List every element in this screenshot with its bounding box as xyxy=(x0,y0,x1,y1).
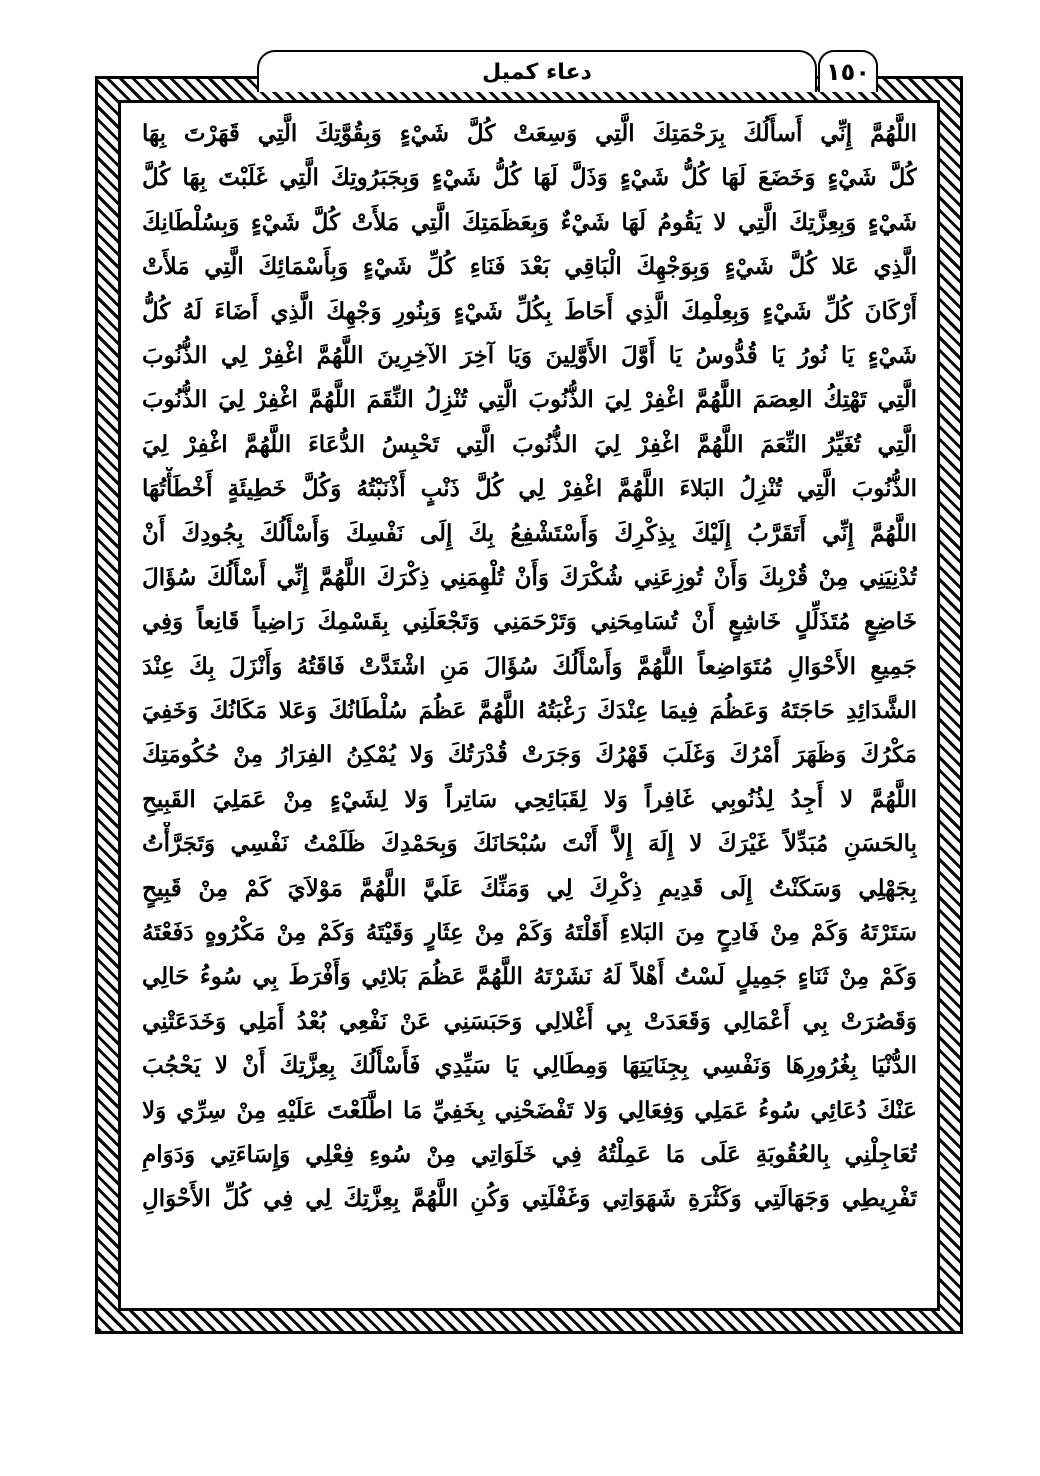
text-line: وَقَصُرَتْ بِي أَعْمَالِي وَقَعَدَتْ بِي أَغْلالِي وَحَبَسَنِي عَنْ نَفْعِي بُعْدُ أَمَلِي وَخَدَعَتْنِي xyxy=(142,1007,917,1035)
page-number: ١٥٠ xyxy=(826,58,870,86)
text-line: بِالحَسَنِ مُبَدِّلاً غَيْرَكَ لا إِلَهَ إِلاَّ أَنْتَ سُبْحَانَكَ وَبِحَمْدِكَ ظَلَمْتُ نَفْسِي وَتَجَرَّأْتُ xyxy=(142,830,917,858)
text-line: سَتَرْتَهُ وَكَمْ مِنْ فَادِحٍ مِنَ البَلاءِ أَقَلْتَهُ وَكَمْ مِنْ عِثَارٍ وَقَيْتَهُ وَكَمْ مِنْ مَكْرُوهٍ دَفَعْتَهُ xyxy=(142,919,917,947)
text-line: الَّتِي تَهْتِكُ العِصَمَ اللَّهُمَّ اغْفِرْ لِيَ الذُّنُوبَ الَّتِي تُنْزِلُ النِّقَمَ اللَّهُمَّ اغْفِرْ لِيَ الذُّنُوبَ xyxy=(142,386,917,414)
text-line: تُدْنِيَنِي مِنْ قُرْبِكَ وَأَنْ تُوزِعَنِي شُكْرَكَ وَأَنْ تُلْهِمَنِي ذِكْرَكَ اللَّهُمَّ إِنِّي أَسْأَلُكَ سُؤَالَ xyxy=(142,563,917,591)
text-line: الدُّنْيَا بِغُرُورِهَا وَنَفْسِي بِجِنَايَتِهَا وَمِطَالِي يَا سَيِّدِي فَأَسْأَلُكَ بِعِزَّتِكَ أَنْ لا يَحْجُبَ xyxy=(142,1052,917,1080)
text-line: الشَّدَائِدِ حَاجَتَهُ وَعَظُمَ فِيمَا عِنْدَكَ رَغْبَتُهُ اللَّهُمَّ عَظُمَ سُلْطَانُكَ وَعَلا مَكَانُكَ وَخَفِيَ xyxy=(142,697,917,725)
text-line: اللَّهُمَّ لا أَجِدُ لِذُنُوبِي غَافِراً وَلا لِقَبَائِحِي سَاتِراً وَلا لِشَيْءٍ مِنْ عَمَلِيَ القَبِيحِ xyxy=(142,785,917,813)
text-line: مَكْرُكَ وَظَهَرَ أَمْرُكَ وَغَلَبَ قَهْرُكَ وَجَرَتْ قُدْرَتُكَ وَلا يُمْكِنُ الفِرَارُ مِنْ حُكُومَتِكَ xyxy=(142,741,917,769)
text-line: اللَّهُمَّ إِنِّي أَسأَلُكَ بِرَحْمَتِكَ الَّتِي وَسِعَتْ كُلَّ شَيْءٍ وَبِقُوَّتِكَ الَّتِي قَهَرْتَ بِهَا xyxy=(142,120,917,147)
text-line: بِجَهْلِي وَسَكَنْتُ إِلَى قَدِيمِ ذِكْرِكَ لِي وَمَنِّكَ عَلَيَّ اللَّهُمَّ مَوْلاَيَ كَمْ مِنْ قَبِيحٍ xyxy=(142,874,917,902)
text-line: كُلَّ شَيْءٍ وَخَضَعَ لَهَا كُلُّ شَيْءٍ وَذَلَّ لَهَا كُلُّ شَيْءٍ وَبِجَبَرُوتِكَ الَّتِي غَلَبْتَ بِهَا كُلَّ xyxy=(142,164,917,192)
text-line: شَيْءٍ يَا نُورُ يَا قُدُّوسُ يَا أَوَّلَ الأَوَّلِينَ وَيَا آخِرَ الآخِرِينَ اللَّهُمَّ اغْفِرْ لِي الذُّنُوبَ xyxy=(142,341,917,369)
text-line: تَفْرِيطِي وَجَهَالَتِي وَكَثْرَةِ شَهَوَاتِي وَغَفْلَتِي وَكُنِ اللَّهُمَّ بِعِزَّتِكَ لِي فِي كُلِّ الأَحْوَالِ xyxy=(142,1185,917,1213)
text-line: الَّذِي عَلا كُلَّ شَيْءٍ وَبِوَجْهِكَ الْبَاقِي بَعْدَ فَنَاءِ كُلِّ شَيْءٍ وَبِأَسْمَائِكَ الَّتِي مَلأَتْ xyxy=(142,253,917,281)
header-title-tab xyxy=(257,50,817,92)
text-line: خَاضِعٍ مُتَذَلِّلٍ خَاشِعٍ أَنْ تُسَامِحَنِي وَتَرْحَمَنِي وَتَجْعَلَنِي بِقَسْمِكَ رَاضِياً قَانِعاً وَفِي xyxy=(142,608,917,636)
text-line: اللَّهُمَّ إِنِّي أَتَقَرَّبُ إِلَيْكَ بِذِكْرِكَ وَأَسْتَشْفِعُ بِكَ إِلَى نَفْسِكَ وَأَسْأَلُكَ بِجُودِكَ أَنْ xyxy=(142,519,917,547)
text-line: وَكَمْ مِنْ ثَنَاءٍ جَمِيلٍ لَسْتُ أَهْلاً لَهُ نَشَرْتَهُ اللَّهُمَّ عَظُمَ بَلائِي وَأَفْرَطَ بِي سُوءُ حَالِي xyxy=(142,963,917,991)
page-title: دعاء كميل xyxy=(482,59,592,85)
text-line: الذُّنُوبَ الَّتِي تُنْزِلُ البَلاءَ اللَّهُمَّ اغْفِرْ لِي كُلَّ ذَنْبٍ أَذْنَبْتُهُ وَكُلَّ خَطِيئَةٍ أَخْطَأْتُهَا xyxy=(142,475,917,503)
text-line: أَرْكَانَ كُلِّ شَيْءٍ وَبِعِلْمِكَ الَّذِي أَحَاطَ بِكُلِّ شَيْءٍ وَبِنُورِ وَجْهِكَ الَّذِي أَضَاءَ لَهُ كُلُّ xyxy=(142,297,917,325)
text-line: شَيْءٍ وَبِعِزَّتِكَ الَّتِي لا يَقُومُ لَهَا شَيْءٌ وَبِعَظَمَتِكَ الَّتِي مَلأَتْ كُلَّ شَيْءٍ وَبِسُلْطَانِكَ xyxy=(142,208,917,236)
text-line: الَّتِي تُغَيِّرُ النِّعَمَ اللَّهُمَّ اغْفِرْ لِيَ الذُّنُوبَ الَّتِي تَحْبِسُ الدُّعَاءَ اللَّهُمَّ اغْفِرْ لِيَ xyxy=(142,430,917,458)
text-line: جَمِيعِ الأَحْوَالِ مُتَوَاضِعاً اللَّهُمَّ وَأَسْأَلُكَ سُؤَالَ مَنِ اشْتَدَّتْ فَاقَتُهُ وَأَنْزَلَ بِكَ عِنْدَ xyxy=(142,652,917,680)
text-line: تُعَاجِلْنِي بِالعُقُوبَةِ عَلَى مَا عَمِلْتُهُ فِي خَلَوَاتِي مِنْ سُوءِ فِعْلِي وَإِسَاءَتِي وَدَوَامِ xyxy=(142,1140,917,1168)
prayer-text xyxy=(142,112,917,1302)
text-line: عَنْكَ دُعَائِي سُوءُ عَمَلِي وَفِعَالِي وَلا تَفْضَحْنِي بِخَفِيِّ مَا اطَّلَعْتَ عَلَيْهِ مِنْ سِرِّي وَلا xyxy=(142,1096,917,1124)
page-number-tab xyxy=(818,50,878,92)
